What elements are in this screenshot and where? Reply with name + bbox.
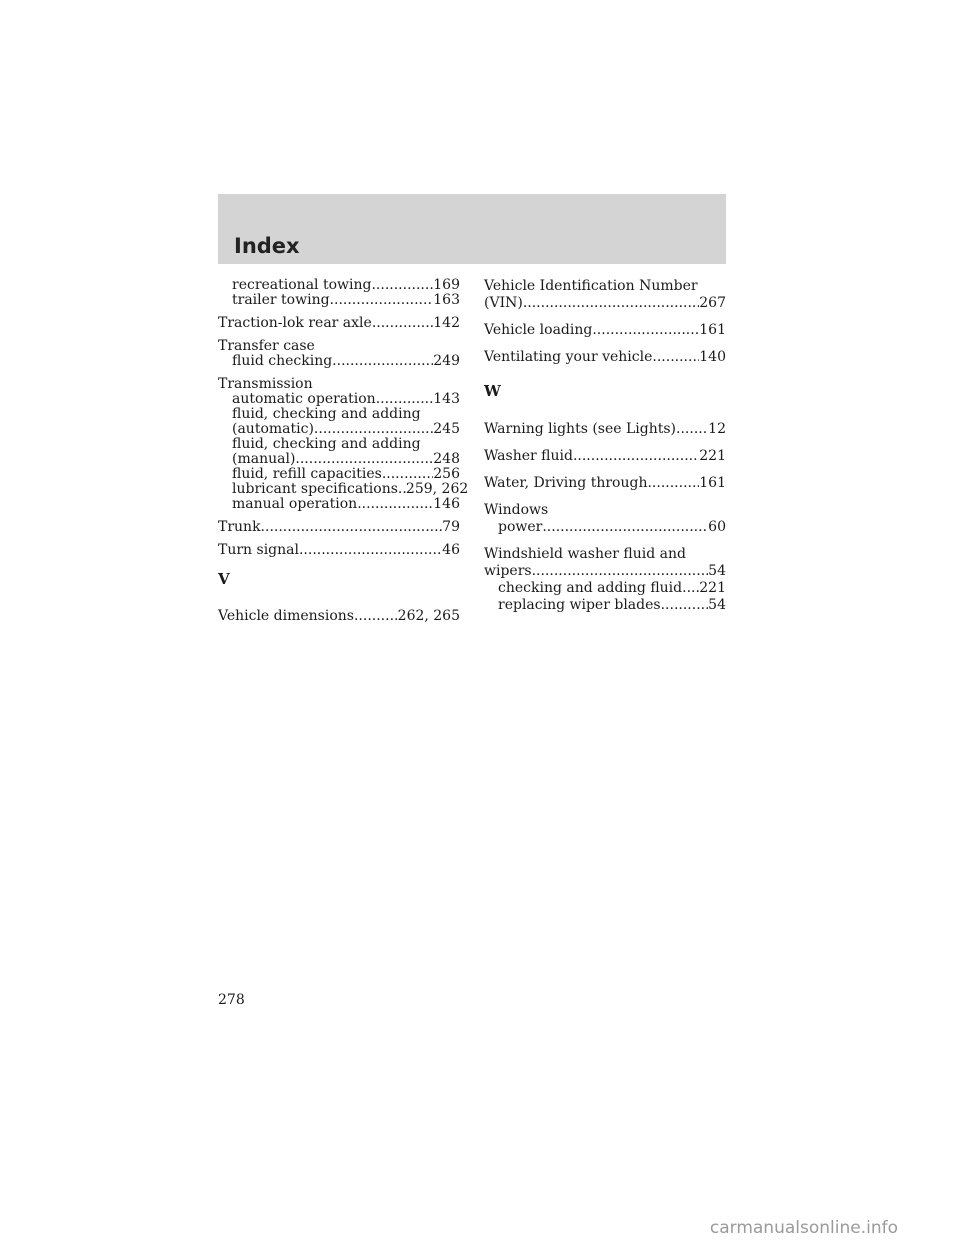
index-column-right bbox=[484, 278, 726, 624]
entry-text: (automatic) bbox=[232, 421, 314, 437]
entry-text: Turn signal bbox=[218, 542, 299, 558]
index-main-entry bbox=[218, 339, 460, 354]
index-main-entry bbox=[218, 520, 460, 535]
dot-leader bbox=[382, 467, 433, 482]
index-subentry bbox=[218, 293, 460, 308]
dot-leader bbox=[542, 519, 708, 536]
dot-leader bbox=[652, 349, 699, 366]
index-main-entry bbox=[484, 475, 726, 492]
dot-leader bbox=[354, 609, 398, 624]
index-entry bbox=[484, 546, 726, 614]
entry-text: recreational towing bbox=[232, 277, 372, 293]
index-main-entry bbox=[484, 563, 726, 580]
index-subentry bbox=[218, 497, 460, 512]
entry-text: trailer towing bbox=[232, 292, 330, 308]
index-entry bbox=[218, 609, 460, 624]
index-main-entry bbox=[484, 295, 726, 312]
dot-leader bbox=[299, 543, 442, 558]
index-entry bbox=[484, 475, 726, 492]
entry-text: fluid checking bbox=[232, 353, 333, 369]
entry-text: Windows bbox=[484, 502, 549, 518]
page-reference: 245 bbox=[433, 421, 460, 437]
dot-leader bbox=[376, 392, 434, 407]
page-reference: 163 bbox=[433, 292, 460, 308]
page-reference: 221 bbox=[699, 580, 726, 596]
index-entry bbox=[218, 543, 460, 558]
index-entry bbox=[484, 448, 726, 465]
index-subentry bbox=[484, 597, 726, 614]
index-subentry bbox=[218, 278, 460, 293]
dot-leader bbox=[330, 293, 434, 308]
entry-text: manual operation bbox=[232, 496, 358, 512]
entry-text: fluid, refill capacities bbox=[232, 466, 382, 482]
index-subentry bbox=[218, 437, 460, 452]
index-main-entry bbox=[484, 322, 726, 339]
index-main-entry bbox=[484, 349, 726, 366]
entry-text: Vehicle dimensions bbox=[218, 608, 354, 624]
index-subentry bbox=[218, 392, 460, 407]
dot-leader bbox=[592, 322, 699, 339]
page-reference: 140 bbox=[699, 349, 726, 365]
index-column-left bbox=[218, 277, 469, 632]
index-entry bbox=[484, 502, 726, 536]
index-main-entry bbox=[218, 377, 460, 392]
page-reference: 169 bbox=[433, 277, 460, 293]
page-reference: 142 bbox=[433, 315, 460, 331]
page-title: Index bbox=[234, 234, 300, 258]
dot-leader bbox=[295, 452, 433, 467]
dot-leader bbox=[647, 475, 699, 492]
watermark: carmanualsonline.info bbox=[709, 1218, 898, 1238]
index-main-entry bbox=[484, 278, 726, 295]
dot-leader bbox=[661, 597, 709, 614]
page-reference: 256 bbox=[433, 466, 460, 482]
entry-text: automatic operation bbox=[232, 391, 376, 407]
dot-leader bbox=[371, 278, 433, 293]
entry-text: wipers bbox=[484, 563, 532, 579]
index-entry bbox=[218, 520, 460, 535]
index-letter-heading: V bbox=[218, 570, 230, 588]
dot-leader bbox=[676, 421, 708, 438]
index-main-entry bbox=[484, 502, 726, 519]
entry-text: Transmission bbox=[218, 376, 313, 392]
index-entry bbox=[218, 376, 469, 512]
page-reference: 54 bbox=[708, 563, 726, 579]
entry-text: Transfer case bbox=[218, 338, 315, 354]
dot-leader bbox=[573, 448, 699, 465]
page-reference: 249 bbox=[433, 353, 460, 369]
page-reference: 248 bbox=[433, 451, 460, 467]
page-reference: 259, 262 bbox=[405, 481, 469, 497]
index-main-entry bbox=[218, 316, 460, 331]
dot-leader bbox=[261, 520, 443, 535]
dot-leader bbox=[523, 295, 699, 312]
page-reference: 54 bbox=[708, 597, 726, 613]
entry-text: Vehicle loading bbox=[484, 322, 593, 338]
dot-leader bbox=[398, 482, 406, 497]
page-reference: 79 bbox=[442, 519, 460, 535]
index-main-entry bbox=[484, 421, 726, 438]
entry-text: lubricant specifications bbox=[232, 481, 398, 497]
dot-leader bbox=[532, 563, 709, 580]
index-subentry bbox=[218, 481, 469, 497]
index-main-entry bbox=[218, 609, 460, 624]
index-subentry bbox=[218, 354, 460, 369]
index-entry bbox=[484, 322, 726, 339]
index-entry bbox=[218, 316, 460, 331]
index-entry bbox=[484, 349, 726, 366]
page-reference: 262, 265 bbox=[397, 608, 460, 624]
index-subentry bbox=[218, 452, 460, 467]
entry-text: replacing wiper blades bbox=[498, 597, 661, 613]
entry-text: (VIN) bbox=[484, 295, 523, 311]
dot-leader bbox=[332, 354, 433, 369]
index-entry bbox=[484, 421, 726, 438]
entry-text: Water, Driving through bbox=[484, 475, 648, 491]
index-main-entry bbox=[484, 546, 726, 563]
page-reference: 267 bbox=[699, 295, 726, 311]
page-reference: 161 bbox=[699, 322, 726, 338]
page-reference: 146 bbox=[433, 496, 460, 512]
header-band bbox=[218, 194, 726, 264]
page-reference: 46 bbox=[442, 542, 460, 558]
index-entry bbox=[218, 278, 460, 308]
index-entry bbox=[484, 278, 726, 312]
index-subentry bbox=[484, 519, 726, 536]
index-main-entry bbox=[218, 543, 460, 558]
index-subentry bbox=[484, 580, 726, 597]
dot-leader bbox=[314, 422, 433, 437]
index-entry bbox=[218, 339, 460, 369]
entry-text: Warning lights (see Lights) bbox=[484, 421, 677, 437]
page-reference: 143 bbox=[433, 391, 460, 407]
index-subentry bbox=[218, 467, 460, 482]
entry-text: Vehicle Identification Number bbox=[484, 278, 698, 294]
entry-text: checking and adding fluid bbox=[498, 580, 683, 596]
page-reference: 60 bbox=[708, 519, 726, 535]
entry-text: fluid, checking and adding bbox=[232, 406, 421, 422]
entry-text: Traction-lok rear axle bbox=[218, 315, 372, 331]
entry-text: Washer fluid bbox=[484, 448, 573, 464]
entry-text: Windshield washer fluid and bbox=[484, 546, 686, 562]
index-subentry bbox=[218, 407, 460, 422]
page-reference: 161 bbox=[699, 475, 726, 491]
entry-text: (manual) bbox=[232, 451, 296, 467]
page-reference: 221 bbox=[699, 448, 726, 464]
index-subentry bbox=[218, 422, 460, 437]
page-reference: 12 bbox=[708, 421, 726, 437]
entry-text: fluid, checking and adding bbox=[232, 436, 421, 452]
dot-leader bbox=[372, 316, 433, 331]
entry-text: Trunk bbox=[218, 519, 261, 535]
page-number: 278 bbox=[218, 992, 245, 1008]
index-letter-heading: W bbox=[484, 382, 501, 400]
entry-text: Ventilating your vehicle bbox=[484, 349, 653, 365]
dot-leader bbox=[682, 580, 699, 597]
index-main-entry bbox=[484, 448, 726, 465]
dot-leader bbox=[357, 497, 433, 512]
entry-text: power bbox=[498, 519, 543, 535]
